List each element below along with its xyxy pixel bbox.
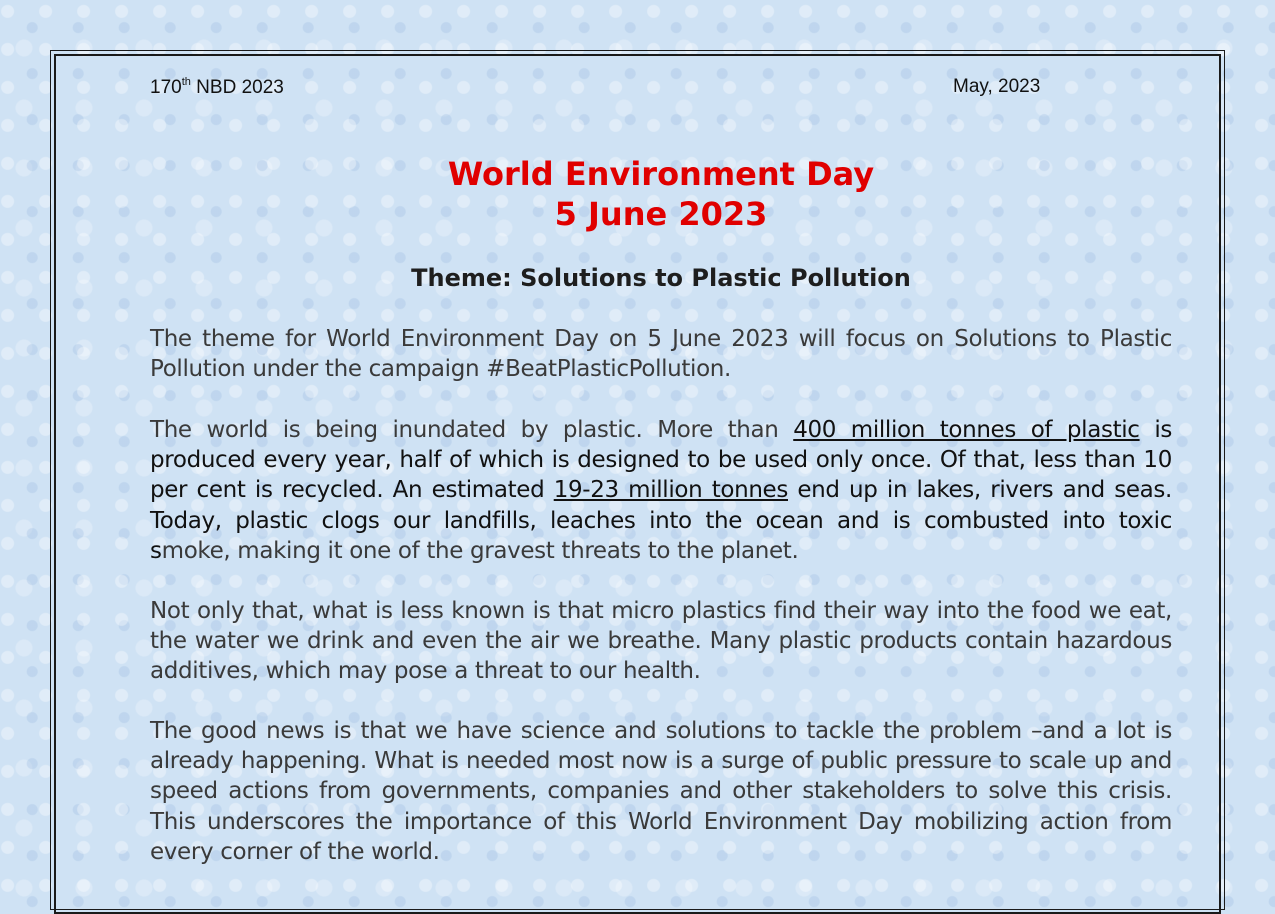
- paragraph-3: Not only that, what is less known is that micro plastics find their way into the food we eat, the water we drink and even the air we breathe. Many plastic products contain hazardous additives, which may pose a threat to our health.: [150, 598, 1172, 685]
- paragraph-2: [150, 415, 1172, 566]
- issue-number: 170: [150, 77, 182, 98]
- paragraph-2-text-d: moke, making it one of the gravest threats to the planet.: [161, 537, 799, 564]
- link-19-23-million-tonnes[interactable]: 19-23 million tonnes: [553, 477, 788, 504]
- paragraph-2-text-a: The world is being inundated by plastic. More than: [150, 417, 794, 443]
- issue-suffix: th: [181, 76, 191, 88]
- link-400-million-tonnes[interactable]: 400 million tonnes of plastic: [793, 417, 1140, 443]
- paragraph-2-text-c: end up in lakes, rivers and seas. Today, plastic clogs our landfills, leaches into the ocean and is combusted into toxic s: [150, 477, 1172, 564]
- issue-date: May, 2023: [953, 76, 1041, 97]
- issue-label: [150, 76, 284, 99]
- theme-heading: Theme: Solutions to Plastic Pollution: [411, 264, 911, 292]
- paragraph-1: The theme for World Environment Day on 5 June 2023 will focus on Solutions to Plastic Pollution under the campaign #BeatPlasticPollution.: [150, 326, 1172, 383]
- issue-rest: NBD 2023: [190, 77, 284, 98]
- page-title-date: 5 June 2023: [554, 195, 768, 233]
- paragraph-4: The good news is that we have science and solutions to tackle the problem –and a lot is already happening. What is needed most now is a surge of public pressure to scale up and speed actions from governments, companies and other stakeholders to solve this crisis. This underscores the importance of this World Environment Day mobilizing action from every corner of the world.: [150, 718, 1172, 865]
- paragraph-2-text-b: is produced every year, half of which is designed to be used only once. Of that, less than 10 per cent is recycled. An estimated: [150, 417, 1173, 504]
- page-title: World Environment Day: [447, 155, 875, 193]
